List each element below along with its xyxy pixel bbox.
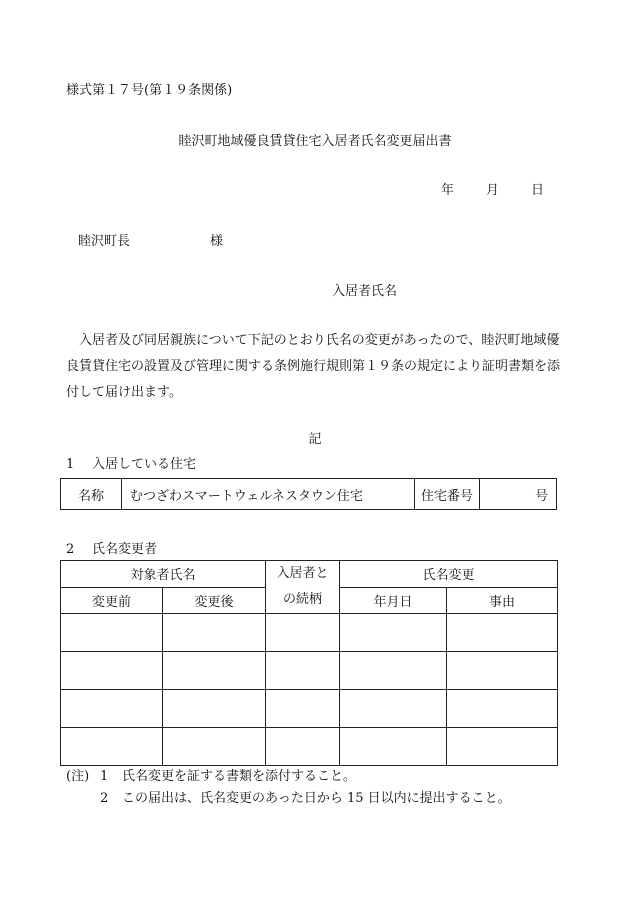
note-2-text: この届出は、氏名変更のあった日から 15 日以内に提出すること。 bbox=[122, 791, 511, 806]
header-relation bbox=[266, 561, 340, 614]
note-label: (注) bbox=[66, 769, 90, 784]
cell-relation[interactable] bbox=[266, 614, 340, 652]
form-number: 様式第１７号(第１９条関係) bbox=[66, 83, 233, 98]
col-reason: 事由 bbox=[447, 587, 558, 614]
cell-relation[interactable] bbox=[266, 652, 340, 690]
section1-heading bbox=[66, 458, 196, 471]
col-after: 変更後 bbox=[163, 587, 266, 614]
table-row bbox=[61, 614, 558, 652]
housing-number-label: 住宅番号 bbox=[415, 479, 480, 510]
housing-table bbox=[60, 478, 557, 510]
header-name-change: 氏名変更 bbox=[340, 561, 558, 588]
cell-date[interactable] bbox=[340, 652, 447, 690]
cell-date[interactable] bbox=[340, 728, 447, 766]
cell-before[interactable] bbox=[61, 652, 163, 690]
housing-name-label: 名称 bbox=[61, 479, 122, 510]
section2-title: 氏名変更者 bbox=[92, 542, 158, 557]
table-row bbox=[61, 728, 558, 766]
cell-before[interactable] bbox=[61, 728, 163, 766]
header-relation-line1: 入居者と bbox=[276, 566, 329, 581]
cell-date[interactable] bbox=[340, 614, 447, 652]
section2-number: 2 bbox=[66, 542, 75, 557]
note-1-text: 氏名変更を証する書類を添付すること。 bbox=[122, 769, 357, 784]
section1-number: 1 bbox=[66, 457, 75, 472]
cell-date[interactable] bbox=[340, 690, 447, 728]
note-1-number: 1 bbox=[100, 769, 109, 784]
addressee-honorific: 様 bbox=[210, 234, 224, 249]
note-2 bbox=[100, 792, 511, 805]
cell-relation[interactable] bbox=[266, 728, 340, 766]
note-1 bbox=[66, 770, 356, 783]
cell-after[interactable] bbox=[163, 690, 266, 728]
date-month: 月 bbox=[485, 183, 499, 198]
table-row bbox=[61, 561, 558, 588]
cell-before[interactable] bbox=[61, 690, 163, 728]
note-2-number: 2 bbox=[100, 791, 109, 806]
cell-reason[interactable] bbox=[447, 614, 558, 652]
section2-heading bbox=[66, 543, 157, 556]
ki-heading: 記 bbox=[308, 432, 322, 447]
cell-before[interactable] bbox=[61, 614, 163, 652]
header-relation-line2: の続柄 bbox=[283, 592, 323, 607]
cell-after[interactable] bbox=[163, 652, 266, 690]
table-row bbox=[61, 690, 558, 728]
resident-name-label: 入居者氏名 bbox=[332, 284, 398, 299]
body-text: 入居者及び同居親族について下記のとおり氏名の変更があったので、睦沢町地域優良賃貸住宅の設置及び管理に関する条例施行規則第１９条の規定により証明書類を添付して届け出ます。 bbox=[66, 333, 561, 400]
housing-name-value: むつざわスマートウェルネスタウン住宅 bbox=[122, 479, 415, 510]
table-row bbox=[61, 652, 558, 690]
page-title: 睦沢町地域優良賃貸住宅入居者氏名変更届出書 bbox=[178, 134, 452, 149]
date-line bbox=[441, 184, 544, 197]
cell-reason[interactable] bbox=[447, 690, 558, 728]
cell-reason[interactable] bbox=[447, 728, 558, 766]
cell-relation[interactable] bbox=[266, 690, 340, 728]
header-subject-name: 対象者氏名 bbox=[61, 561, 266, 588]
table-row bbox=[61, 479, 557, 510]
date-day: 日 bbox=[530, 183, 544, 198]
housing-number-value: 号 bbox=[480, 479, 557, 510]
col-before: 変更前 bbox=[61, 587, 163, 614]
date-year: 年 bbox=[440, 183, 454, 198]
addressee-name: 睦沢町長 bbox=[78, 234, 131, 249]
name-change-table bbox=[60, 560, 558, 766]
section1-title: 入居している住宅 bbox=[92, 457, 197, 472]
addressee bbox=[78, 235, 223, 248]
col-date: 年月日 bbox=[340, 587, 447, 614]
cell-reason[interactable] bbox=[447, 652, 558, 690]
cell-after[interactable] bbox=[163, 728, 266, 766]
cell-after[interactable] bbox=[163, 614, 266, 652]
